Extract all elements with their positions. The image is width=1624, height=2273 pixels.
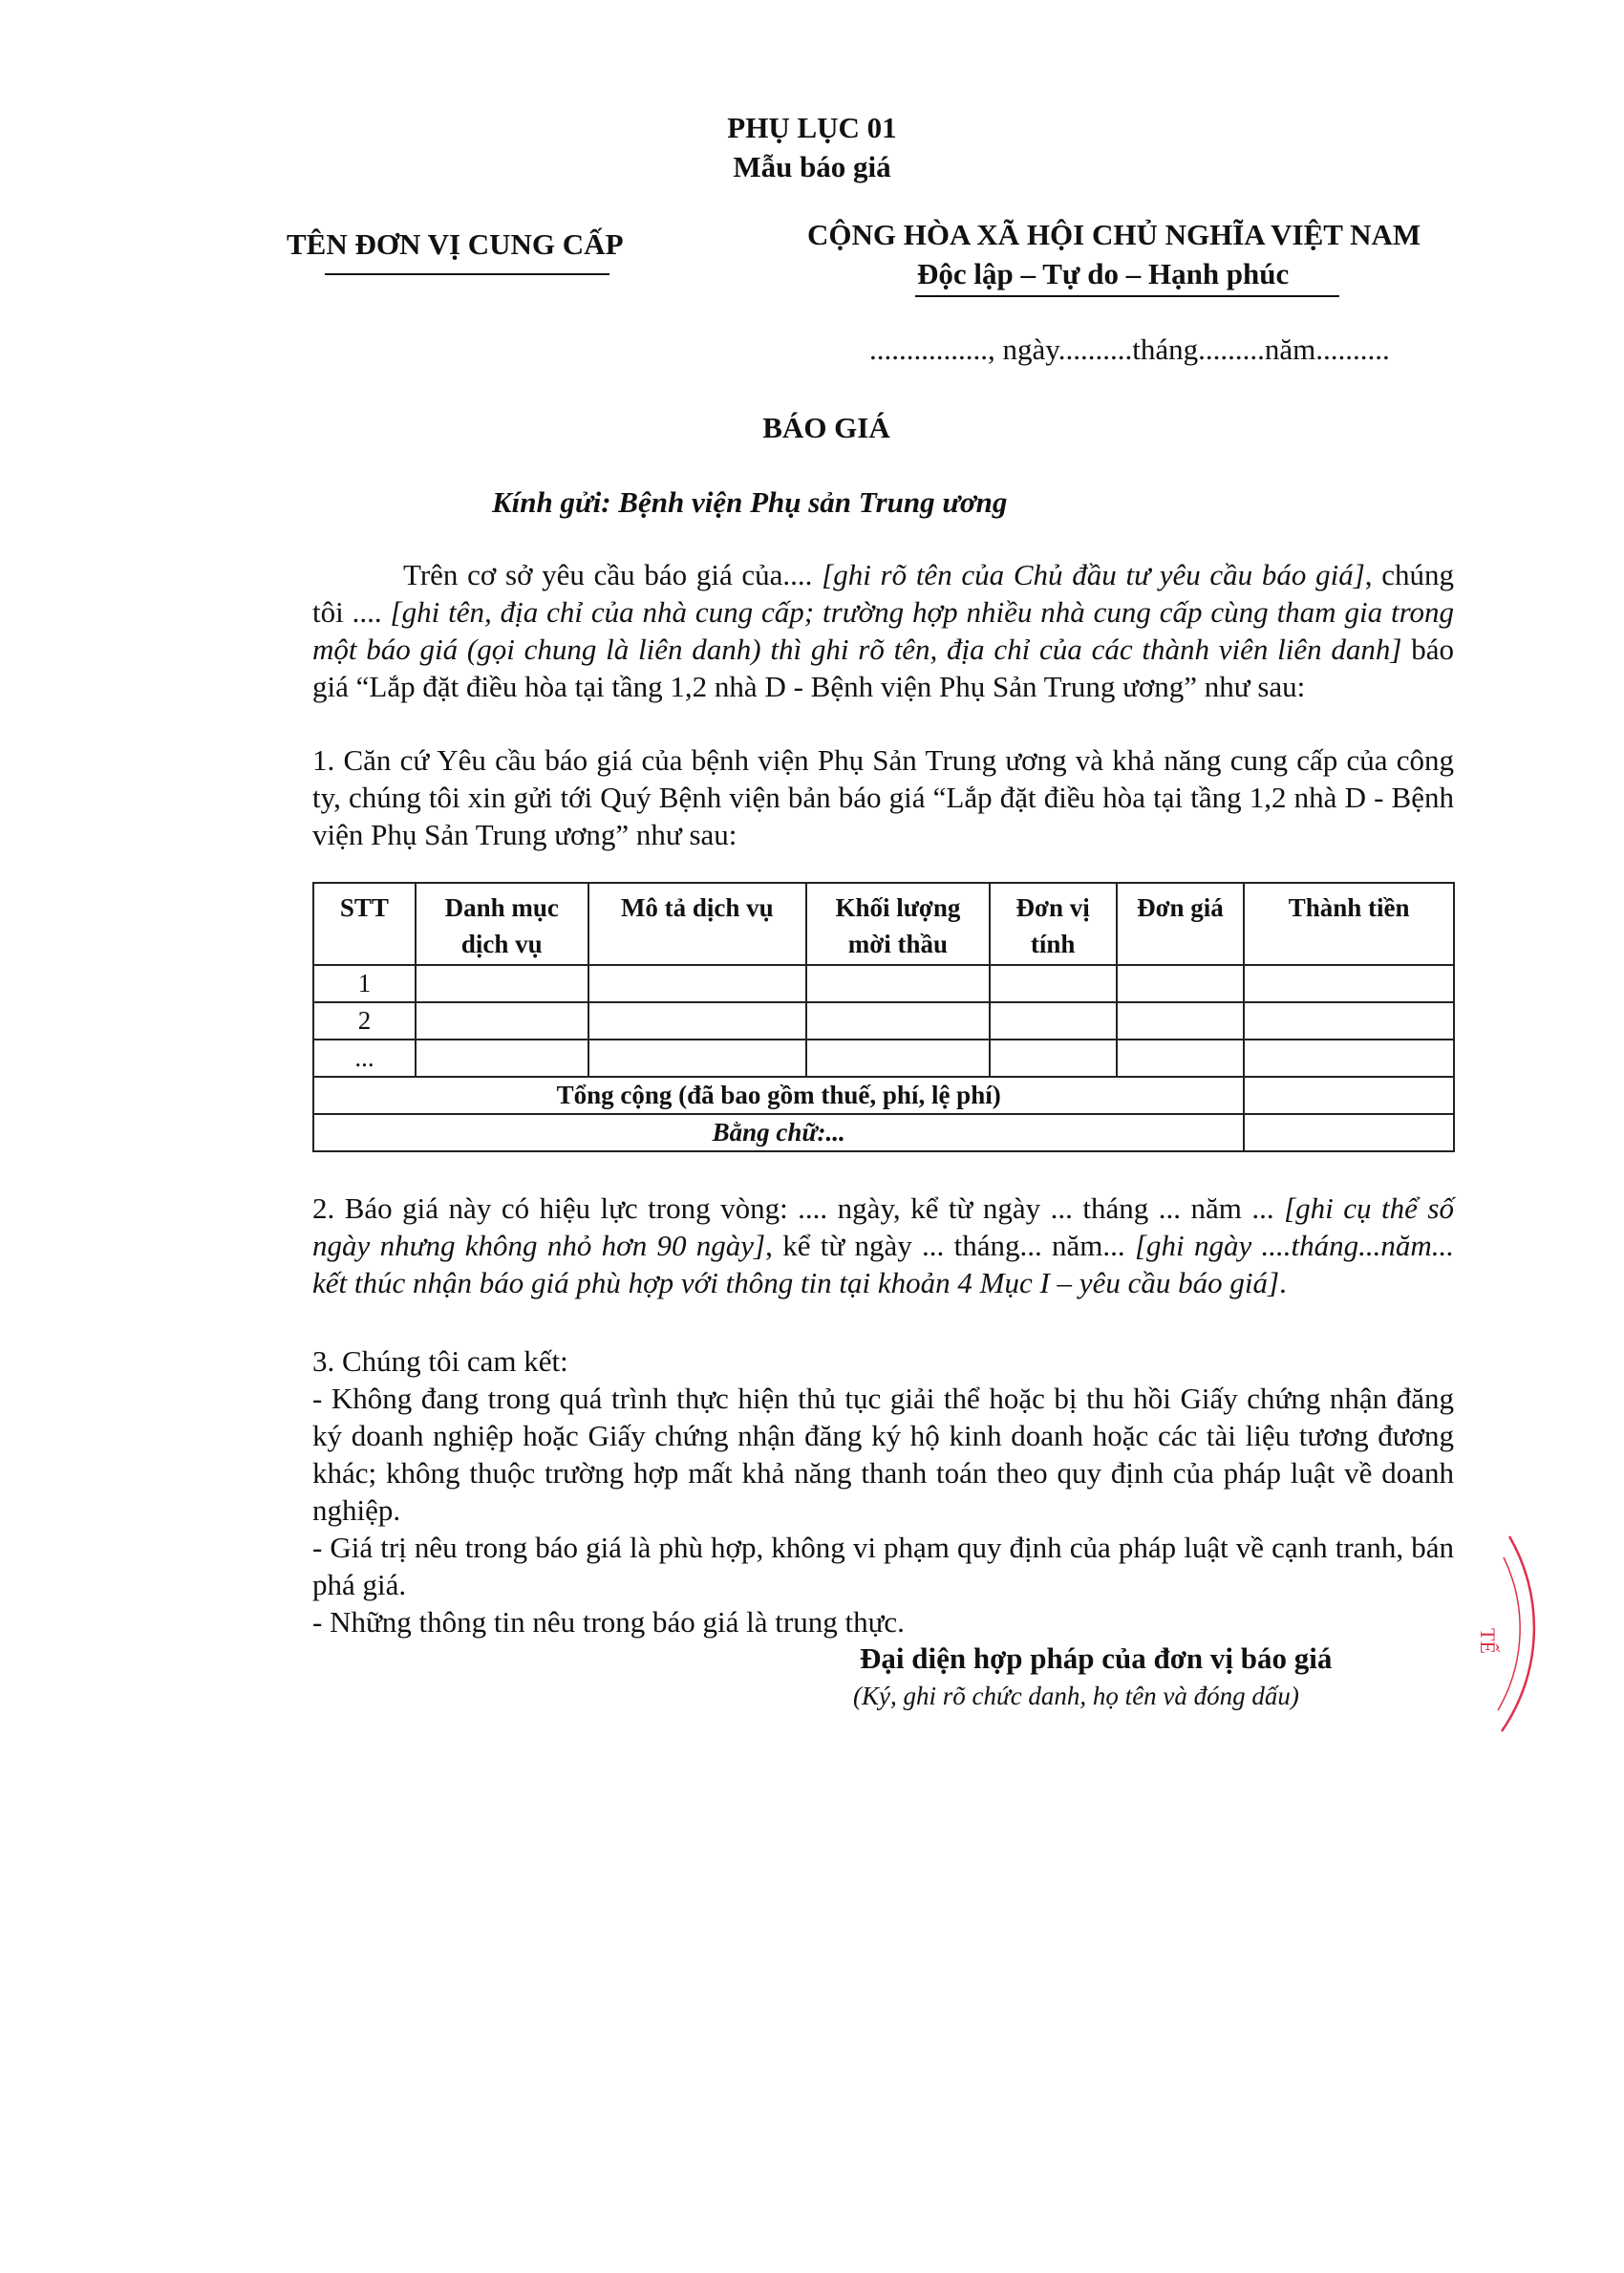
table-cell <box>1244 965 1454 1002</box>
nation-motto: Độc lập – Tự do – Hạnh phúc <box>917 257 1290 290</box>
intro-italic-1: [ghi rõ tên của Chủ đầu tư yêu cầu báo giá] <box>822 558 1365 591</box>
table-cell <box>990 1002 1117 1040</box>
table-cell <box>416 1040 588 1077</box>
table-cell <box>1117 965 1245 1002</box>
table-cell <box>1117 1002 1245 1040</box>
clause-1: 1. Căn cứ Yêu cầu báo giá của bệnh viện Phụ Sản Trung ương và khả năng cung cấp của công ty, chúng tôi xin gửi tới Quý Bệnh viện bản báo giá “Lắp đặt điều hòa tại tầng 1,2 nhà D - Bệnh viện Phụ Sản Trung ương” như sau: <box>312 743 1454 851</box>
intro-text-3: báo giá “Lắp đặt điều hòa tại tầng 1,2 nhà D - Bệnh viện Phụ Sản Trung ương” như sau: <box>312 633 1454 703</box>
document-title: BÁO GIÁ <box>762 411 890 444</box>
header-unit-price: Đơn giá <box>1117 883 1245 965</box>
table-cell <box>588 1040 807 1077</box>
table-header-row <box>313 883 1454 965</box>
header-service-category: Danh mục dịch vụ <box>416 883 588 965</box>
intro-text-1: Trên cơ sở yêu cầu báo giá của.... <box>403 558 823 591</box>
motto-underline <box>915 295 1339 297</box>
commitment-item: - Giá trị nêu trong báo giá là phù hợp, không vi phạm quy định của pháp luật về cạnh tranh, bán phá giá. <box>312 1531 1454 1601</box>
words-row <box>313 1114 1454 1151</box>
words-value-cell <box>1244 1114 1454 1151</box>
table-cell <box>588 1002 807 1040</box>
header-unit: Đơn vị tính <box>990 883 1117 965</box>
clause2-italic-2: [ghi ngày ....tháng...năm... kết thúc nhận báo giá phù hợp với thông tin tại khoản 4 Mục I – yêu cầu báo giá] <box>312 1229 1455 1299</box>
table-row <box>313 965 1454 1002</box>
nation-title: CỘNG HÒA XÃ HỘI CHỦ NGHĨA VIỆT NAM <box>807 218 1421 251</box>
clause3-heading: 3. Chúng tôi cam kết: <box>312 1344 568 1378</box>
table-cell <box>588 965 807 1002</box>
total-row <box>313 1077 1454 1114</box>
header-service-description: Mô tả dịch vụ <box>588 883 807 965</box>
commitment-item: - Không đang trong quá trình thực hiện thủ tục giải thể hoặc bị thu hồi Giấy chứng nhận đăng ký doanh nghiệp hoặc Giấy chứng nhận đăng ký hộ kinh doanh hoặc các tài liệu tương đương khác; không thuộc trường hợp mất khả năng thanh toán theo quy định của pháp luật về doanh nghiệp. <box>312 1382 1454 1527</box>
supplier-name: TÊN ĐƠN VỊ CUNG CẤP <box>287 227 624 261</box>
table-row <box>313 1002 1454 1040</box>
row-number: 2 <box>313 1002 416 1040</box>
intro-text-2: , chúng tôi .... <box>312 558 1455 629</box>
amount-in-words-label: Bằng chữ:... <box>313 1114 1244 1151</box>
commitment-item: - Những thông tin nêu trong báo giá là trung thực. <box>312 1605 905 1639</box>
table-cell <box>806 1040 990 1077</box>
clause2-text-1: 2. Báo giá này có hiệu lực trong vòng: .... ngày, kể từ ngày ... tháng ... năm ... <box>312 1191 1285 1225</box>
clause-2 <box>312 1190 1454 1301</box>
intro-italic-2: [ghi tên, địa chỉ của nhà cung cấp; trường hợp nhiều nhà cung cấp cùng tham gia trong một báo giá (gọi chung là liên danh) thì ghi rõ tên, địa chỉ của các thành viên liên danh] <box>312 595 1454 666</box>
clause2-text-2: , kể từ ngày ... tháng... năm... <box>765 1229 1135 1262</box>
signature-title: Đại diện hợp pháp của đơn vị báo giá <box>860 1641 1333 1675</box>
header-amount: Thành tiền <box>1244 883 1454 965</box>
table-cell <box>1117 1040 1245 1077</box>
appendix-title: PHỤ LỤC 01 <box>727 111 897 144</box>
row-number: 1 <box>313 965 416 1002</box>
quote-table <box>312 882 1455 1152</box>
recipient-line: Kính gửi: Bệnh viện Phụ sản Trung ương <box>492 485 1008 519</box>
total-value-cell <box>1244 1077 1454 1114</box>
date-line: ................, ngày..........tháng.........năm.......... <box>869 332 1390 366</box>
signature-note: (Ký, ghi rõ chức danh, họ tên và đóng dấu) <box>853 1682 1299 1710</box>
table-cell <box>416 965 588 1002</box>
clause-3 <box>312 1342 1454 1640</box>
table-cell <box>416 1002 588 1040</box>
table-cell <box>990 1040 1117 1077</box>
table-cell <box>806 1002 990 1040</box>
table-cell <box>1244 1040 1454 1077</box>
table-cell <box>1244 1002 1454 1040</box>
stamp-text: TẾ <box>1476 1628 1500 1654</box>
table-cell <box>806 965 990 1002</box>
row-number: ... <box>313 1040 416 1077</box>
header-stt: STT <box>313 883 416 965</box>
table-row <box>313 1040 1454 1077</box>
header-quantity: Khối lượng mời thầu <box>806 883 990 965</box>
table-cell <box>990 965 1117 1002</box>
clause2-text-3: . <box>1279 1266 1287 1299</box>
total-label: Tổng cộng (đã bao gồm thuế, phí, lệ phí) <box>313 1077 1244 1114</box>
supplier-underline <box>325 273 609 275</box>
stamp-fragment-icon <box>1476 1529 1624 1739</box>
appendix-subtitle: Mẫu báo giá <box>733 150 891 183</box>
clause2-italic-1: [ghi cụ thể số ngày nhưng không nhỏ hơn 90 ngày] <box>312 1191 1454 1262</box>
intro-paragraph <box>312 556 1454 705</box>
